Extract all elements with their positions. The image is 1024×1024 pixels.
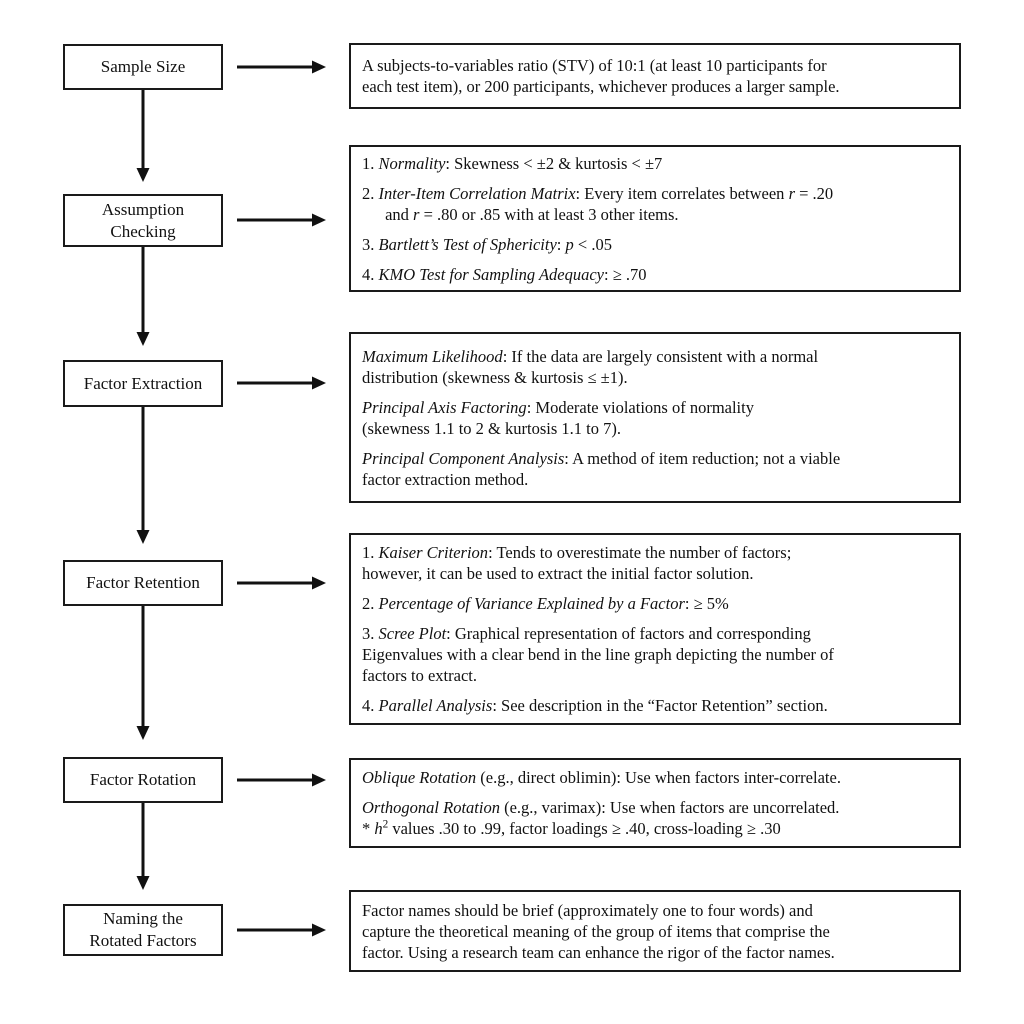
description-box-factor-retention [349,533,961,725]
step-label-assumption-checking: Assumption Checking [101,199,185,241]
arrow-right-icon-row3 [237,377,326,390]
arrow-right-icon-row2 [237,214,326,227]
description-paragraph: 2. Percentage of Variance Explained by a Factor: ≥ 5% [362,594,729,613]
description-paragraph: 1. Normality: Skewness < ±2 & kurtosis < ±7 [362,153,663,173]
description-box-factor-rotation [349,758,961,848]
description-paragraph: Maximum Likelihood: If the data are largely consistent with a normal distribution (skewness & kurtosis ≤ ±1). [362,346,819,387]
description-paragraph: 3. Bartlett’s Test of Sphericity: p < .05 [362,234,612,254]
step-box-sample-size [63,44,223,90]
description-box-factor-extraction [349,332,961,503]
arrow-right-icon-row6 [237,924,326,937]
arrow-down-icon-2 [137,247,150,346]
arrow-down-icon-3 [137,407,150,544]
step-box-factor-extraction [63,360,223,407]
step-box-naming-rotated-factors [63,904,223,956]
description-paragraph: Factor names should be brief (approximately one to four words) and capture the theoretical meaning of the group of items that comprise the factor. Using a research team can enhance the rigor of the factor names. [362,900,835,962]
arrow-down-icon-4 [137,606,150,740]
description-box-assumption-checking [349,145,961,292]
description-box-naming-rotated-factors [349,890,961,972]
step-box-factor-rotation [63,757,223,803]
description-paragraph: 2. Inter-Item Correlation Matrix: Every item correlates between r = .20 and r = .80 or .85 with at least 3 other items. [362,183,834,224]
arrow-right-icon-row5 [237,774,326,787]
arrow-right-icon-row1 [237,61,326,74]
description-paragraph: Orthogonal Rotation (e.g., varimax): Use when factors are uncorrelated. * $h^2$ values .30 to .99, factor loadings ≥ .40, cross-loading ≥ .30 [362,798,840,838]
arrow-down-icon-1 [137,90,150,182]
description-paragraph: A subjects-to-variables ratio (STV) of 10:1 (at least 10 participants for each test item), or 200 participants, whichever produces a larger sample. [362,56,840,96]
description-box-sample-size [349,43,961,109]
step-box-factor-retention [63,560,223,606]
description-paragraph: 3. Scree Plot: Graphical representation of factors and corresponding Eigenvalues with a clear bend in the line graph depicting the number of factors to extract. [362,624,834,685]
step-label-naming-rotated-factors: Naming the Rotated Factors [89,909,197,950]
step-label-factor-rotation: Factor Rotation [89,770,197,789]
description-paragraph: 4. Parallel Analysis: See description in the “Factor Retention” section. [362,696,828,715]
step-label-factor-retention: Factor Retention [86,573,200,592]
description-paragraph: Principal Component Analysis: A method of item reduction; not a viable factor extraction method. [362,448,841,489]
description-paragraph: 1. Kaiser Criterion: Tends to overestimate the number of factors; however, it can be used to extract the initial factor solution. [362,543,792,583]
step-box-assumption-checking [63,194,223,247]
description-paragraph: Oblique Rotation (e.g., direct oblimin): Use when factors inter-correlate. [362,768,841,787]
description-paragraph: 4. KMO Test for Sampling Adequacy: ≥ .70 [362,264,647,284]
step-label-factor-extraction: Factor Extraction [83,373,203,393]
arrow-right-icon-row4 [237,577,326,590]
arrow-down-icon-5 [137,803,150,890]
description-paragraph: Principal Axis Factoring: Moderate violations of normality (skewness 1.1 to 2 & kurtosis 1.1 to 7). [362,397,754,438]
step-label-sample-size: Sample Size [100,57,186,76]
